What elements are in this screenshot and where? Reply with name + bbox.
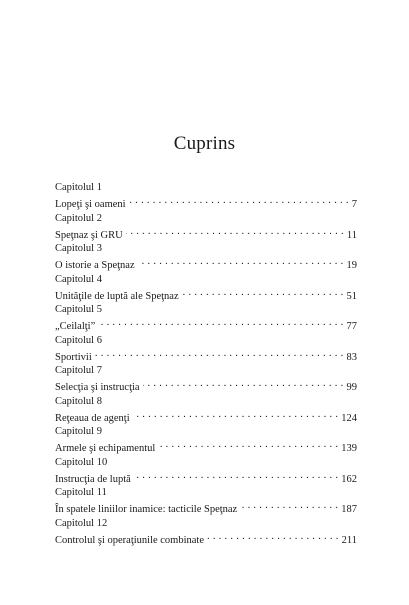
toc-entry (55, 212, 357, 243)
chapter-title: Instrucţia de luptă (55, 473, 131, 485)
chapter-title: Armele şi echipamentul (55, 443, 156, 454)
chapter-number: Capitolul 4 (55, 273, 102, 285)
toc-line (55, 499, 357, 515)
toc-line (55, 194, 357, 210)
page-number: 124 (341, 412, 357, 424)
page-title: Cuprins (173, 133, 236, 154)
chapter-number: Capitolul 2 (55, 212, 102, 224)
chapter-title: Controlul şi operaţiunile combinate (55, 534, 205, 546)
toc-entry (55, 273, 357, 304)
toc-entry (55, 364, 357, 395)
toc-line (55, 438, 357, 454)
page-number: 187 (341, 504, 357, 515)
chapter-number: Capitolul 10 (55, 456, 108, 468)
dot-leader (129, 194, 349, 207)
toc-entry (55, 242, 357, 273)
toc-entry (55, 181, 357, 212)
page-number: 7 (351, 199, 357, 210)
page-number: 162 (341, 473, 357, 485)
dot-leader (126, 225, 344, 238)
toc-entry (55, 486, 357, 517)
page-number: 19 (346, 260, 357, 271)
chapter-title: O istorie a Speţnaz (55, 260, 135, 271)
toc-entry (55, 395, 357, 426)
chapter-title: Sportivii (55, 351, 92, 363)
chapter-number: Capitolul 6 (55, 334, 102, 346)
toc-line (55, 530, 357, 546)
chapter-title: „Ceilalţi” (55, 321, 96, 332)
page-number: 99 (346, 382, 357, 393)
chapter-title: În spatele liniilor inamice: tacticile Speţnaz (55, 504, 238, 515)
chapter-number: Capitolul 1 (55, 182, 102, 193)
toc-entry (55, 517, 357, 548)
dot-leader (95, 347, 344, 360)
page-number: 51 (346, 290, 357, 302)
chapter-number: Capitolul 11 (55, 487, 107, 498)
page-number: 11 (346, 229, 357, 241)
dot-leader (240, 499, 338, 512)
page-number: 77 (346, 321, 357, 332)
dot-leader (134, 469, 338, 482)
chapter-number: Capitolul 8 (55, 395, 102, 407)
dot-leader (98, 316, 343, 329)
chapter-title: Selecţia şi instrucţia (55, 382, 140, 393)
chapter-number: Capitolul 9 (55, 426, 102, 437)
toc-entry (55, 425, 357, 456)
dot-leader (138, 255, 344, 268)
toc-line (55, 316, 357, 332)
chapter-title: Lopeţi şi oameni (55, 199, 126, 210)
toc-entry (55, 334, 357, 365)
chapter-number: Capitolul 5 (55, 304, 102, 315)
toc-line (55, 225, 357, 241)
chapter-number: Capitolul 7 (55, 365, 102, 376)
page-number: 83 (346, 351, 357, 363)
toc-line (55, 408, 357, 424)
toc-line (55, 255, 357, 271)
chapter-number: Capitolul 12 (55, 517, 108, 529)
dot-leader (143, 377, 344, 390)
chapter-title: Reţeaua de agenţi (55, 412, 130, 424)
chapter-title: Unităţile de luptă ale Speţnaz (55, 290, 179, 302)
table-of-contents (55, 181, 357, 547)
toc-entry (55, 303, 357, 334)
toc-line (55, 469, 357, 485)
toc-entry (55, 456, 357, 487)
dot-leader (133, 408, 339, 421)
dot-leader (182, 286, 344, 299)
page-number: 139 (341, 443, 357, 454)
toc-line (55, 377, 357, 393)
page-number: 211 (341, 534, 357, 546)
dot-leader (158, 438, 338, 451)
toc-line (55, 347, 357, 363)
toc-line (55, 286, 357, 302)
dot-leader (207, 530, 339, 543)
chapter-number: Capitolul 3 (55, 243, 102, 254)
chapter-title: Speţnaz şi GRU (55, 229, 123, 241)
